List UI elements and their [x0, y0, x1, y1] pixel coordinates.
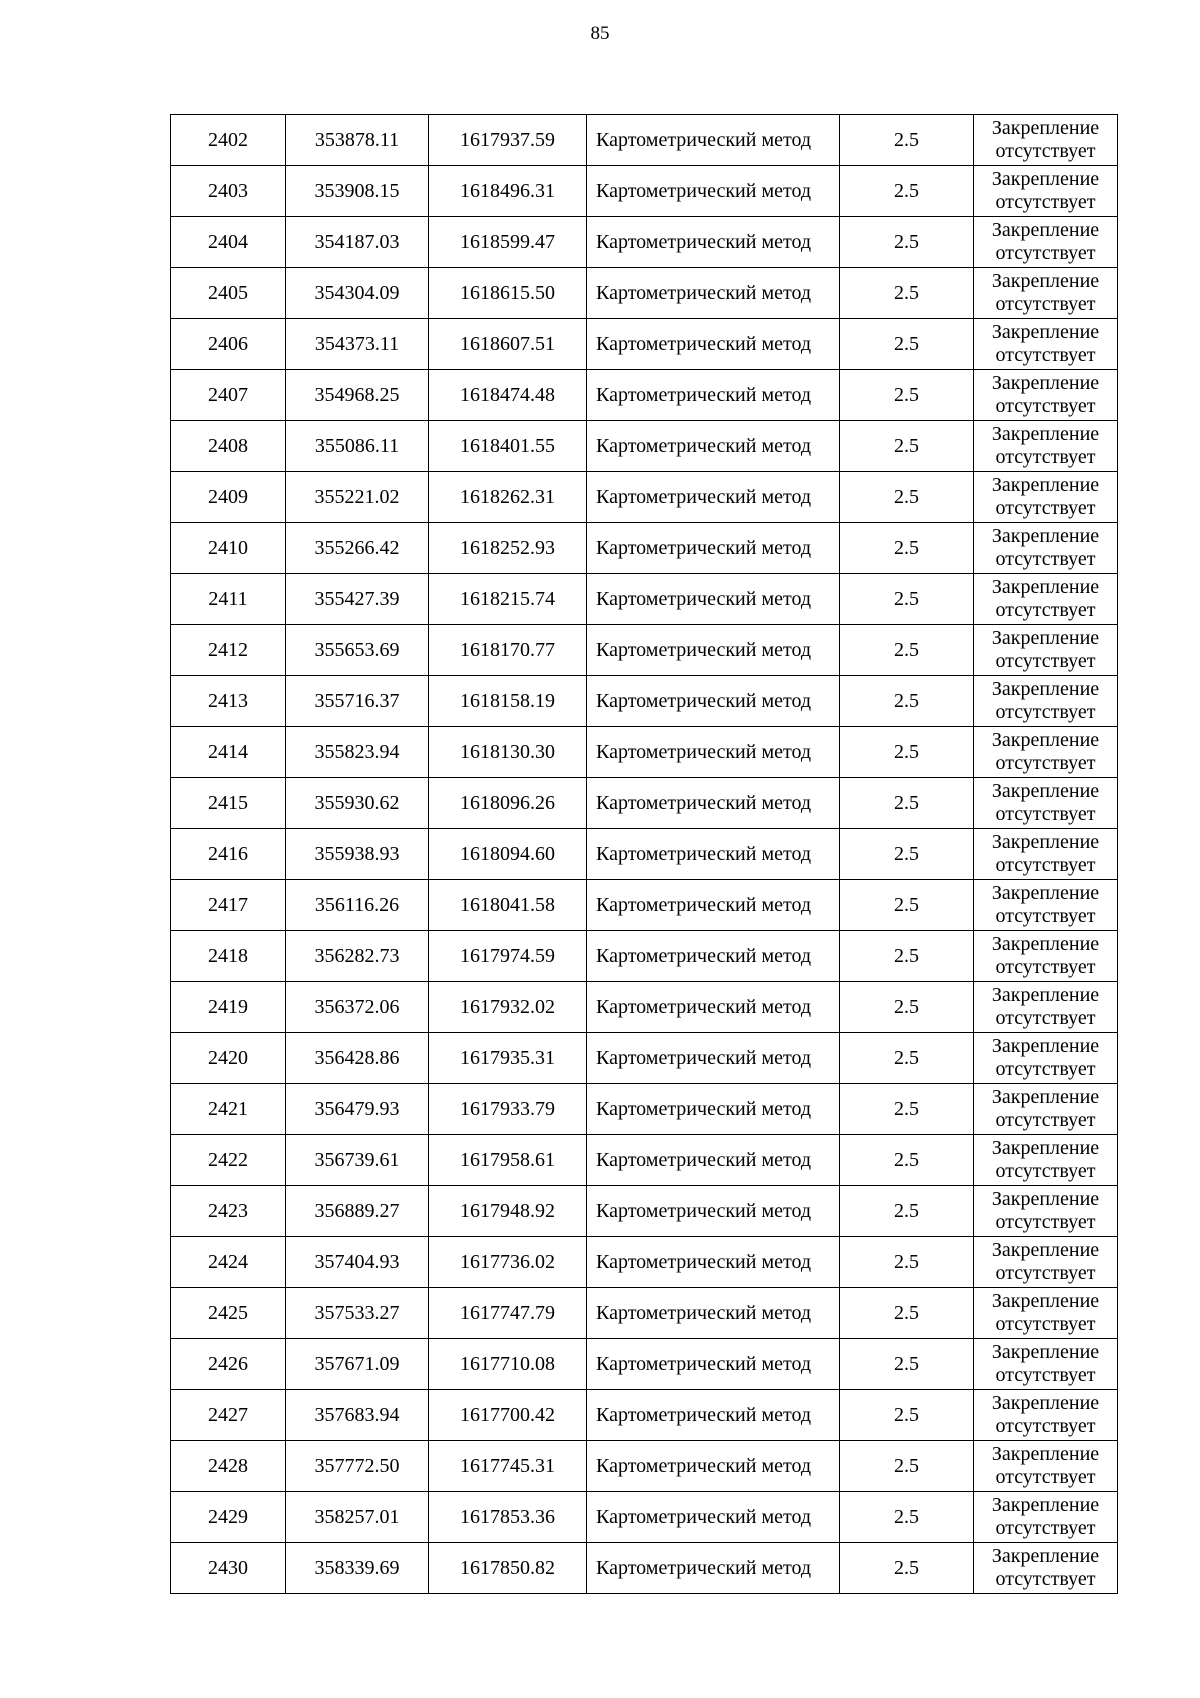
- fixing-description-cell: [974, 115, 1118, 166]
- point-number-cell: 2403: [171, 166, 286, 217]
- table-row: [171, 1237, 1118, 1288]
- fixing-description-cell: [974, 1135, 1118, 1186]
- fixing-line-1: Закрепление: [991, 1290, 1100, 1312]
- accuracy-cell: 2.5: [840, 421, 974, 472]
- accuracy-cell: 2.5: [840, 829, 974, 880]
- coordinates-table: [170, 114, 1118, 1594]
- method-cell: Картометрический метод: [587, 1186, 840, 1237]
- method-cell: Картометрический метод: [587, 727, 840, 778]
- table-row: [171, 472, 1118, 523]
- point-number-cell: 2413: [171, 676, 286, 727]
- table-row: [171, 1135, 1118, 1186]
- accuracy-cell: 2.5: [840, 1084, 974, 1135]
- method-cell: Картометрический метод: [587, 421, 840, 472]
- x-coordinate-cell: 355221.02: [286, 472, 429, 523]
- table-row: [171, 982, 1118, 1033]
- point-number-cell: 2414: [171, 727, 286, 778]
- fixing-description-cell: [974, 217, 1118, 268]
- y-coordinate-cell: 1617932.02: [429, 982, 587, 1033]
- fixing-line-1: Закрепление: [991, 423, 1100, 445]
- fixing-line-1: Закрепление: [991, 372, 1100, 394]
- y-coordinate-cell: 1618474.48: [429, 370, 587, 421]
- x-coordinate-cell: 355716.37: [286, 676, 429, 727]
- table-row: [171, 1390, 1118, 1441]
- accuracy-cell: 2.5: [840, 1339, 974, 1390]
- x-coordinate-cell: 357683.94: [286, 1390, 429, 1441]
- method-cell: Картометрический метод: [587, 1237, 840, 1288]
- point-number-cell: 2412: [171, 625, 286, 676]
- fixing-line-1: Закрепление: [991, 831, 1100, 853]
- y-coordinate-cell: 1618615.50: [429, 268, 587, 319]
- fixing-line-1: Закрепление: [991, 780, 1100, 802]
- accuracy-cell: 2.5: [840, 1492, 974, 1543]
- accuracy-cell: 2.5: [840, 1543, 974, 1594]
- x-coordinate-cell: 355427.39: [286, 574, 429, 625]
- table-row: [171, 625, 1118, 676]
- x-coordinate-cell: 356282.73: [286, 931, 429, 982]
- fixing-description-cell: [974, 319, 1118, 370]
- y-coordinate-cell: 1617937.59: [429, 115, 587, 166]
- y-coordinate-cell: 1618130.30: [429, 727, 587, 778]
- fixing-description-cell: [974, 1084, 1118, 1135]
- fixing-line-1: Закрепление: [991, 474, 1100, 496]
- x-coordinate-cell: 354304.09: [286, 268, 429, 319]
- y-coordinate-cell: 1618096.26: [429, 778, 587, 829]
- x-coordinate-cell: 356479.93: [286, 1084, 429, 1135]
- fixing-description-cell: [974, 574, 1118, 625]
- point-number-cell: 2429: [171, 1492, 286, 1543]
- table-row: [171, 829, 1118, 880]
- method-cell: Картометрический метод: [587, 1441, 840, 1492]
- accuracy-cell: 2.5: [840, 1237, 974, 1288]
- x-coordinate-cell: 356739.61: [286, 1135, 429, 1186]
- fixing-line-1: Закрепление: [991, 321, 1100, 343]
- accuracy-cell: 2.5: [840, 523, 974, 574]
- y-coordinate-cell: 1618158.19: [429, 676, 587, 727]
- point-number-cell: 2425: [171, 1288, 286, 1339]
- fixing-line-2: отсутствует: [995, 1313, 1096, 1335]
- point-number-cell: 2420: [171, 1033, 286, 1084]
- fixing-line-2: отсутствует: [995, 1007, 1096, 1029]
- fixing-description-cell: [974, 829, 1118, 880]
- fixing-line-2: отсутствует: [995, 1058, 1096, 1080]
- y-coordinate-cell: 1617974.59: [429, 931, 587, 982]
- fixing-description-cell: [974, 421, 1118, 472]
- fixing-description-cell: [974, 472, 1118, 523]
- fixing-line-2: отсутствует: [995, 140, 1096, 162]
- method-cell: Картометрический метод: [587, 1084, 840, 1135]
- fixing-description-cell: [974, 1339, 1118, 1390]
- y-coordinate-cell: 1618094.60: [429, 829, 587, 880]
- x-coordinate-cell: 356889.27: [286, 1186, 429, 1237]
- y-coordinate-cell: 1617958.61: [429, 1135, 587, 1186]
- y-coordinate-cell: 1617853.36: [429, 1492, 587, 1543]
- method-cell: Картометрический метод: [587, 676, 840, 727]
- x-coordinate-cell: 355938.93: [286, 829, 429, 880]
- table-row: [171, 1288, 1118, 1339]
- method-cell: Картометрический метод: [587, 625, 840, 676]
- table-row: [171, 319, 1118, 370]
- accuracy-cell: 2.5: [840, 1288, 974, 1339]
- table-row: [171, 115, 1118, 166]
- x-coordinate-cell: 358339.69: [286, 1543, 429, 1594]
- fixing-line-2: отсутствует: [995, 1109, 1096, 1131]
- method-cell: Картометрический метод: [587, 778, 840, 829]
- y-coordinate-cell: 1618607.51: [429, 319, 587, 370]
- y-coordinate-cell: 1618170.77: [429, 625, 587, 676]
- point-number-cell: 2407: [171, 370, 286, 421]
- y-coordinate-cell: 1617935.31: [429, 1033, 587, 1084]
- method-cell: Картометрический метод: [587, 1288, 840, 1339]
- method-cell: Картометрический метод: [587, 1543, 840, 1594]
- x-coordinate-cell: 355266.42: [286, 523, 429, 574]
- table-row: [171, 778, 1118, 829]
- fixing-line-2: отсутствует: [995, 446, 1096, 468]
- x-coordinate-cell: 355930.62: [286, 778, 429, 829]
- fixing-description-cell: [974, 727, 1118, 778]
- method-cell: Картометрический метод: [587, 370, 840, 421]
- y-coordinate-cell: 1617745.31: [429, 1441, 587, 1492]
- fixing-line-1: Закрепление: [991, 270, 1100, 292]
- fixing-line-1: Закрепление: [991, 1443, 1100, 1465]
- x-coordinate-cell: 354968.25: [286, 370, 429, 421]
- fixing-line-2: отсутствует: [995, 1262, 1096, 1284]
- fixing-line-1: Закрепление: [991, 627, 1100, 649]
- table-row: [171, 1033, 1118, 1084]
- fixing-description-cell: [974, 778, 1118, 829]
- point-number-cell: 2404: [171, 217, 286, 268]
- fixing-description-cell: [974, 1441, 1118, 1492]
- fixing-line-2: отсутствует: [995, 701, 1096, 723]
- table-row: [171, 1492, 1118, 1543]
- accuracy-cell: 2.5: [840, 982, 974, 1033]
- table-row: [171, 166, 1118, 217]
- table-row: [171, 727, 1118, 778]
- table-row: [171, 931, 1118, 982]
- fixing-line-1: Закрепление: [991, 984, 1100, 1006]
- fixing-line-1: Закрепление: [991, 525, 1100, 547]
- table-row: [171, 1186, 1118, 1237]
- method-cell: Картометрический метод: [587, 1033, 840, 1084]
- fixing-line-1: Закрепление: [991, 1086, 1100, 1108]
- table-row: [171, 880, 1118, 931]
- fixing-line-2: отсутствует: [995, 1211, 1096, 1233]
- x-coordinate-cell: 353908.15: [286, 166, 429, 217]
- point-number-cell: 2421: [171, 1084, 286, 1135]
- method-cell: Картометрический метод: [587, 472, 840, 523]
- fixing-description-cell: [974, 1390, 1118, 1441]
- table-row: [171, 574, 1118, 625]
- fixing-line-2: отсутствует: [995, 1466, 1096, 1488]
- accuracy-cell: 2.5: [840, 727, 974, 778]
- fixing-line-1: Закрепление: [991, 168, 1100, 190]
- fixing-description-cell: [974, 1288, 1118, 1339]
- method-cell: Картометрический метод: [587, 523, 840, 574]
- point-number-cell: 2422: [171, 1135, 286, 1186]
- y-coordinate-cell: 1618496.31: [429, 166, 587, 217]
- fixing-description-cell: [974, 268, 1118, 319]
- method-cell: Картометрический метод: [587, 1339, 840, 1390]
- method-cell: Картометрический метод: [587, 217, 840, 268]
- accuracy-cell: 2.5: [840, 319, 974, 370]
- fixing-line-2: отсутствует: [995, 1415, 1096, 1437]
- table-row: [171, 1543, 1118, 1594]
- point-number-cell: 2411: [171, 574, 286, 625]
- point-number-cell: 2423: [171, 1186, 286, 1237]
- accuracy-cell: 2.5: [840, 115, 974, 166]
- fixing-line-2: отсутствует: [995, 1517, 1096, 1539]
- method-cell: Картометрический метод: [587, 1492, 840, 1543]
- accuracy-cell: 2.5: [840, 268, 974, 319]
- point-number-cell: 2417: [171, 880, 286, 931]
- fixing-line-1: Закрепление: [991, 1392, 1100, 1414]
- fixing-line-1: Закрепление: [991, 1545, 1100, 1567]
- accuracy-cell: 2.5: [840, 166, 974, 217]
- accuracy-cell: 2.5: [840, 1135, 974, 1186]
- x-coordinate-cell: 355823.94: [286, 727, 429, 778]
- y-coordinate-cell: 1618599.47: [429, 217, 587, 268]
- x-coordinate-cell: 357404.93: [286, 1237, 429, 1288]
- fixing-description-cell: [974, 625, 1118, 676]
- table-row: [171, 217, 1118, 268]
- accuracy-cell: 2.5: [840, 931, 974, 982]
- fixing-description-cell: [974, 370, 1118, 421]
- point-number-cell: 2424: [171, 1237, 286, 1288]
- fixing-description-cell: [974, 880, 1118, 931]
- method-cell: Картометрический метод: [587, 880, 840, 931]
- point-number-cell: 2406: [171, 319, 286, 370]
- y-coordinate-cell: 1617700.42: [429, 1390, 587, 1441]
- table-row: [171, 523, 1118, 574]
- accuracy-cell: 2.5: [840, 574, 974, 625]
- table-row: [171, 1084, 1118, 1135]
- fixing-description-cell: [974, 1237, 1118, 1288]
- fixing-line-2: отсутствует: [995, 599, 1096, 621]
- point-number-cell: 2430: [171, 1543, 286, 1594]
- point-number-cell: 2409: [171, 472, 286, 523]
- fixing-line-1: Закрепление: [991, 1239, 1100, 1261]
- x-coordinate-cell: 356372.06: [286, 982, 429, 1033]
- x-coordinate-cell: 357671.09: [286, 1339, 429, 1390]
- point-number-cell: 2405: [171, 268, 286, 319]
- method-cell: Картометрический метод: [587, 982, 840, 1033]
- fixing-line-2: отсутствует: [995, 956, 1096, 978]
- point-number-cell: 2410: [171, 523, 286, 574]
- accuracy-cell: 2.5: [840, 1390, 974, 1441]
- point-number-cell: 2402: [171, 115, 286, 166]
- accuracy-cell: 2.5: [840, 370, 974, 421]
- accuracy-cell: 2.5: [840, 1441, 974, 1492]
- fixing-line-1: Закрепление: [991, 678, 1100, 700]
- table-row: [171, 676, 1118, 727]
- fixing-line-1: Закрепление: [991, 219, 1100, 241]
- y-coordinate-cell: 1617850.82: [429, 1543, 587, 1594]
- table-row: [171, 370, 1118, 421]
- fixing-line-1: Закрепление: [991, 729, 1100, 751]
- point-number-cell: 2428: [171, 1441, 286, 1492]
- method-cell: Картометрический метод: [587, 1135, 840, 1186]
- accuracy-cell: 2.5: [840, 1033, 974, 1084]
- fixing-line-1: Закрепление: [991, 1341, 1100, 1363]
- fixing-line-1: Закрепление: [991, 933, 1100, 955]
- accuracy-cell: 2.5: [840, 1186, 974, 1237]
- method-cell: Картометрический метод: [587, 574, 840, 625]
- x-coordinate-cell: 358257.01: [286, 1492, 429, 1543]
- point-number-cell: 2408: [171, 421, 286, 472]
- table-row: [171, 1441, 1118, 1492]
- fixing-line-2: отсутствует: [995, 854, 1096, 876]
- fixing-line-2: отсутствует: [995, 1160, 1096, 1182]
- y-coordinate-cell: 1618215.74: [429, 574, 587, 625]
- y-coordinate-cell: 1617710.08: [429, 1339, 587, 1390]
- fixing-line-1: Закрепление: [991, 1188, 1100, 1210]
- method-cell: Картометрический метод: [587, 319, 840, 370]
- table-row: [171, 1339, 1118, 1390]
- fixing-line-2: отсутствует: [995, 497, 1096, 519]
- fixing-line-2: отсутствует: [995, 1364, 1096, 1386]
- x-coordinate-cell: 357772.50: [286, 1441, 429, 1492]
- fixing-description-cell: [974, 931, 1118, 982]
- table-row: [171, 268, 1118, 319]
- x-coordinate-cell: 354373.11: [286, 319, 429, 370]
- coordinates-table-body: [171, 115, 1118, 1594]
- fixing-line-2: отсутствует: [995, 803, 1096, 825]
- y-coordinate-cell: 1618262.31: [429, 472, 587, 523]
- fixing-line-1: Закрепление: [991, 1494, 1100, 1516]
- fixing-description-cell: [974, 523, 1118, 574]
- fixing-line-2: отсутствует: [995, 650, 1096, 672]
- fixing-line-1: Закрепление: [991, 576, 1100, 598]
- y-coordinate-cell: 1618401.55: [429, 421, 587, 472]
- accuracy-cell: 2.5: [840, 472, 974, 523]
- accuracy-cell: 2.5: [840, 880, 974, 931]
- fixing-description-cell: [974, 982, 1118, 1033]
- y-coordinate-cell: 1618041.58: [429, 880, 587, 931]
- fixing-description-cell: [974, 166, 1118, 217]
- point-number-cell: 2426: [171, 1339, 286, 1390]
- method-cell: Картометрический метод: [587, 115, 840, 166]
- fixing-line-2: отсутствует: [995, 1568, 1096, 1590]
- x-coordinate-cell: 355653.69: [286, 625, 429, 676]
- fixing-line-1: Закрепление: [991, 1035, 1100, 1057]
- method-cell: Картометрический метод: [587, 931, 840, 982]
- accuracy-cell: 2.5: [840, 625, 974, 676]
- fixing-line-2: отсутствует: [995, 191, 1096, 213]
- fixing-line-2: отсутствует: [995, 293, 1096, 315]
- method-cell: Картометрический метод: [587, 166, 840, 217]
- accuracy-cell: 2.5: [840, 676, 974, 727]
- y-coordinate-cell: 1617948.92: [429, 1186, 587, 1237]
- accuracy-cell: 2.5: [840, 778, 974, 829]
- fixing-description-cell: [974, 676, 1118, 727]
- fixing-line-2: отсутствует: [995, 395, 1096, 417]
- x-coordinate-cell: 353878.11: [286, 115, 429, 166]
- accuracy-cell: 2.5: [840, 217, 974, 268]
- x-coordinate-cell: 355086.11: [286, 421, 429, 472]
- fixing-description-cell: [974, 1186, 1118, 1237]
- point-number-cell: 2419: [171, 982, 286, 1033]
- method-cell: Картометрический метод: [587, 829, 840, 880]
- fixing-description-cell: [974, 1492, 1118, 1543]
- fixing-line-2: отсутствует: [995, 752, 1096, 774]
- point-number-cell: 2427: [171, 1390, 286, 1441]
- fixing-description-cell: [974, 1033, 1118, 1084]
- fixing-line-2: отсутствует: [995, 344, 1096, 366]
- point-number-cell: 2415: [171, 778, 286, 829]
- page-number: 85: [590, 23, 610, 44]
- method-cell: Картометрический метод: [587, 268, 840, 319]
- point-number-cell: 2416: [171, 829, 286, 880]
- y-coordinate-cell: 1618252.93: [429, 523, 587, 574]
- table-row: [171, 421, 1118, 472]
- y-coordinate-cell: 1617736.02: [429, 1237, 587, 1288]
- fixing-line-2: отсутствует: [995, 548, 1096, 570]
- fixing-line-1: Закрепление: [991, 882, 1100, 904]
- method-cell: Картометрический метод: [587, 1390, 840, 1441]
- fixing-line-1: Закрепление: [991, 117, 1100, 139]
- fixing-line-1: Закрепление: [991, 1137, 1100, 1159]
- fixing-line-2: отсутствует: [995, 905, 1096, 927]
- fixing-description-cell: [974, 1543, 1118, 1594]
- x-coordinate-cell: 357533.27: [286, 1288, 429, 1339]
- y-coordinate-cell: 1617747.79: [429, 1288, 587, 1339]
- x-coordinate-cell: 356116.26: [286, 880, 429, 931]
- point-number-cell: 2418: [171, 931, 286, 982]
- x-coordinate-cell: 354187.03: [286, 217, 429, 268]
- y-coordinate-cell: 1617933.79: [429, 1084, 587, 1135]
- fixing-line-2: отсутствует: [995, 242, 1096, 264]
- x-coordinate-cell: 356428.86: [286, 1033, 429, 1084]
